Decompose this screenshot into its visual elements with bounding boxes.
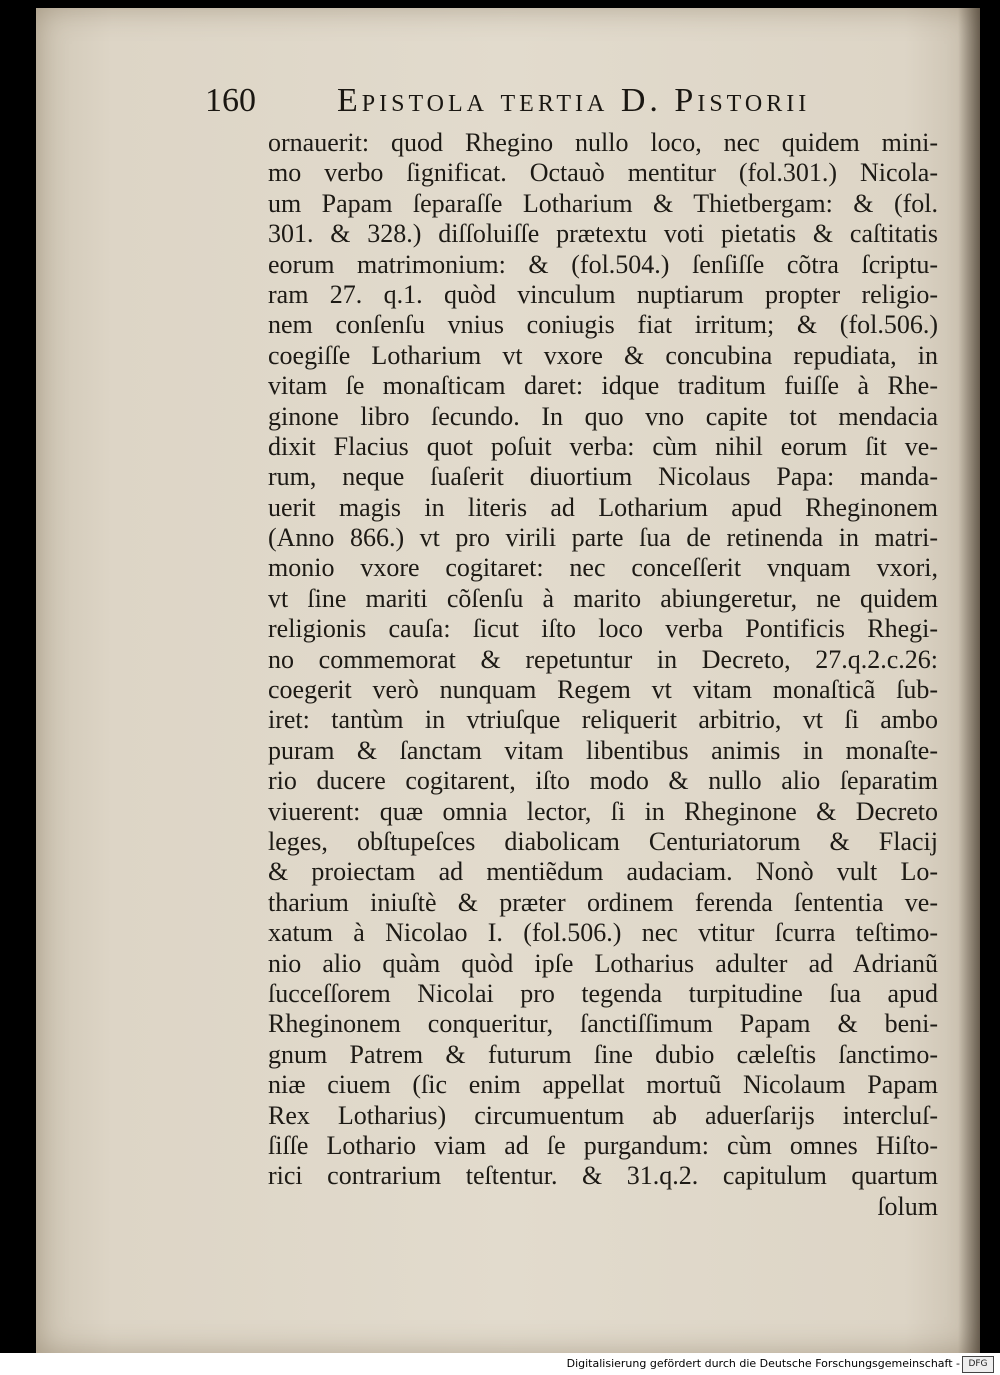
text-line: Rex Lotharius) circumuentum ab aduerſarijs intercluſ- xyxy=(268,1100,938,1130)
funding-notice: Digitalisierung gefördert durch die Deutsche Forschungsgemeinschaft - xyxy=(566,1357,960,1370)
text-line: ginone libro ſecundo. In quo vno capite tot mendacia xyxy=(268,401,938,431)
page-number: 160 xyxy=(205,82,256,119)
text-line: ram 27. q.1. quòd vinculum nuptiarum propter religio- xyxy=(268,279,938,309)
text-line: monio vxore cogitaret: nec conceſſerit vnquam vxori, xyxy=(268,553,938,583)
dfg-logo: DFG xyxy=(962,1356,994,1373)
page-header xyxy=(205,82,935,126)
text-line: religionis cauſa: ſicut iſto loco verba Pontificis Rhegi- xyxy=(268,614,938,644)
text-line: no commemorat & repetuntur in Decreto, 27.q.2.c.26: xyxy=(268,644,938,674)
text-line: viuerent: quæ omnia lector, ſi in Rheginone & Decreto xyxy=(268,796,938,826)
text-line: 301. & 328.) diſſoluiſſe prætextu voti pietatis & caſtitatis xyxy=(268,219,938,249)
text-line: & proiectam ad mentiẽdum audaciam. Nonò vult Lo- xyxy=(268,857,938,887)
text-line: (Anno 866.) vt pro virili parte ſua de retinenda in matri- xyxy=(268,523,938,553)
text-line: rio ducere cogitarent, iſto modo & nullo alio ſeparatim xyxy=(268,766,938,796)
text-line: mo verbo ſignificat. Octauò mentitur (fol.301.) Nicola- xyxy=(268,158,938,188)
text-line: eorum matrimonium: & (fol.504.) ſenſiſſe cõtra ſcriptu- xyxy=(268,249,938,279)
page-gutter-shadow xyxy=(958,8,980,1353)
text-line: coegiſſe Lotharium vt vxore & concubina repudiata, in xyxy=(268,340,938,370)
running-title: Epistola tertia D. Pistorii xyxy=(337,82,811,119)
text-line: dixit Flacius quot poſuit verba: cùm nihil eorum ſit ve- xyxy=(268,431,938,461)
digitization-footer xyxy=(0,1353,1000,1375)
body-text xyxy=(268,128,938,1222)
text-line: nio alio quàm quòd ipſe Lotharius adulter ad Adrianũ xyxy=(268,948,938,978)
catchword: ſolum xyxy=(877,1191,938,1221)
text-line: niæ ciuem (ſic enim appellat mortuũ Nicolaum Papam xyxy=(268,1070,938,1100)
text-line: puram & ſanctam vitam libentibus animis in monaſte- xyxy=(268,735,938,765)
text-line: tharium iniuſtè & præter ordinem ferenda ſententia ve- xyxy=(268,887,938,917)
text-line: coegerit verò nunquam Regem vt vitam monaſticã ſub- xyxy=(268,675,938,705)
text-line: vitam ſe monaſticam daret: idque traditum fuiſſe à Rhe- xyxy=(268,371,938,401)
text-line: xatum à Nicolao I. (fol.506.) nec vtitur ſcurra teſtimo- xyxy=(268,918,938,948)
text-line: gnum Patrem & futurum ſine dubio cæleſtis ſanctimo- xyxy=(268,1039,938,1069)
text-line: uerit magis in literis ad Lotharium apud Rheginonem xyxy=(268,492,938,522)
text-line: rum, neque ſuaſerit diuortium Nicolaus Papa: manda- xyxy=(268,462,938,492)
text-line: Rheginonem conqueritur, ſanctiſſimum Papam & beni- xyxy=(268,1009,938,1039)
text-line: leges, obſtupeſces diabolicam Centuriatorum & Flacij xyxy=(268,826,938,856)
text-line: ſiſſe Lothario viam ad ſe purgandum: cùm omnes Hiſto- xyxy=(268,1130,938,1160)
text-line: vt ſine mariti cõſenſu à marito abiungeretur, ne quidem xyxy=(268,583,938,613)
text-line: rici contrarium teſtentur. & 31.q.2. capitulum quartum xyxy=(268,1161,938,1191)
text-line: ſucceſſorem Nicolai pro tegenda turpitudine ſua apud xyxy=(268,978,938,1008)
text-line: iret: tantùm in vtriuſque reliquerit arbitrio, vt ſi ambo xyxy=(268,705,938,735)
text-line: ornauerit: quod Rhegino nullo loco, nec quidem mini- xyxy=(268,128,938,157)
text-line: um Papam ſeparaſſe Lotharium & Thietbergam: & (fol. xyxy=(268,188,938,218)
text-line: nem conſenſu vnius coniugis fiat irritum; & (fol.506.) xyxy=(268,310,938,340)
